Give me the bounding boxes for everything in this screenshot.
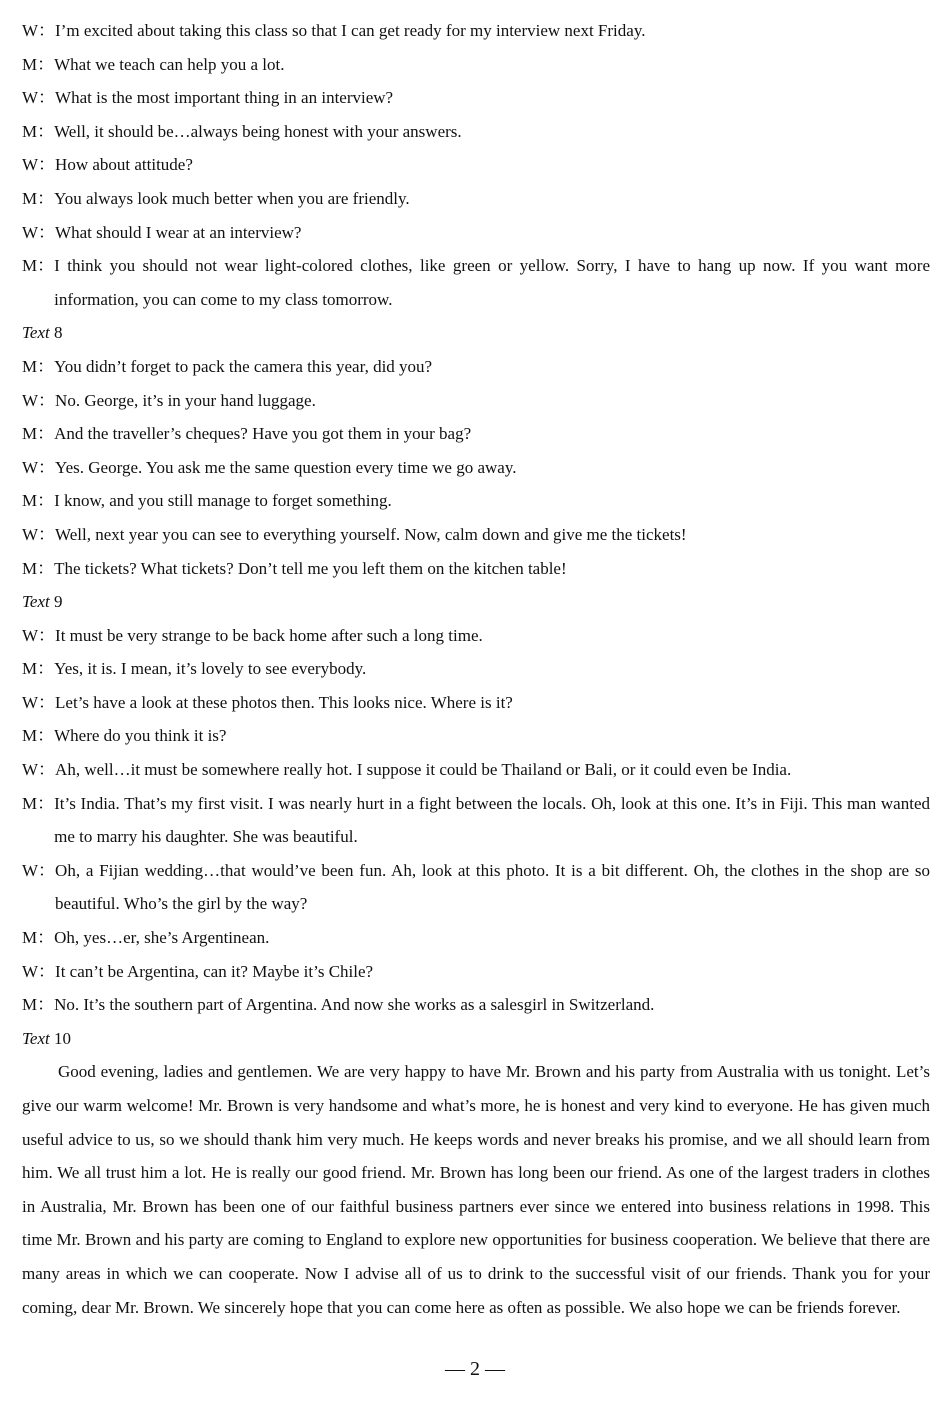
dialogue-text: I’m excited about taking this class so that I can get ready for my interview next Friday. bbox=[55, 21, 646, 40]
dialogue-text: How about attitude? bbox=[55, 155, 193, 175]
speaker-label: W： bbox=[22, 860, 56, 880]
dialogue-line bbox=[22, 619, 930, 653]
dialogue-line bbox=[22, 921, 930, 955]
speech-paragraph: Good evening, ladies and gentlemen. We are very happy to have Mr. Brown and his party from Australia with us tonight. Let’s give our warm welcome! Mr. Brown is very handsome and what’s more, he is honest and very kind to everyone. He has given much useful advice to us, so we should thank him very much. He keeps words and never breaks his promise, and we all should learn from him. We all trust him a lot. He is really our good friend. Mr. Brown has long been our friend. As one of the largest traders in clothes in Australia, Mr. Brown has been one of our faithful business partners ever since we entered into business relations in 1998. This time Mr. Brown and his party are coming to England to explore new opportunities for business cooperation. We believe that there are many areas in which we can cooperate. Now I advise all of us to drink to the successful visit of our friends. Thank you for your coming, dear Mr. Brown. We sincerely hope that you can come here as often as possible. We also hope we can be friends forever. bbox=[22, 1062, 930, 1317]
speaker-label: W： bbox=[22, 961, 56, 981]
section-number: 9 bbox=[53, 592, 63, 612]
dialogue-text: Oh, yes…er, she’s Argentinean. bbox=[54, 928, 270, 948]
speaker-label: M： bbox=[22, 121, 55, 141]
speaker-label: W： bbox=[22, 692, 56, 712]
dialogue-text: It’s India. That’s my first visit. I was nearly hurt in a fight between the locals. Oh, look at this one. It’s in Fiji. This man wanted me to marry his daughter. She was beautiful. bbox=[54, 793, 930, 847]
dialogue-line bbox=[22, 81, 930, 115]
section-heading-text-8 bbox=[22, 316, 930, 350]
dialogue-text: It must be very strange to be back home after such a long time. bbox=[55, 625, 483, 645]
dialogue-text: Let’s have a look at these photos then. This looks nice. Where is it? bbox=[55, 692, 513, 712]
section-label: Text bbox=[22, 1028, 50, 1048]
dialogue-line bbox=[22, 115, 930, 149]
speaker-label: M： bbox=[22, 356, 55, 376]
section-number: 8 bbox=[53, 323, 63, 343]
dialogue-line bbox=[22, 719, 930, 753]
dialogue-line bbox=[22, 216, 930, 250]
dialogue-line bbox=[22, 148, 930, 182]
dialogue-line bbox=[22, 518, 930, 552]
dialogue-line bbox=[22, 552, 930, 586]
dialogue-text: What should I wear at an interview? bbox=[55, 222, 302, 242]
dialogue-line bbox=[22, 686, 930, 720]
speaker-label: W： bbox=[22, 155, 56, 175]
dialogue-line bbox=[22, 182, 930, 216]
document-page bbox=[22, 14, 930, 1324]
section-heading-text-10 bbox=[22, 1022, 930, 1056]
section-label: Text bbox=[22, 323, 50, 343]
speaker-label: W： bbox=[22, 222, 56, 242]
speaker-label: W： bbox=[22, 21, 56, 40]
dialogue-text: What is the most important thing in an interview? bbox=[55, 88, 394, 108]
dialogue-line bbox=[22, 652, 930, 686]
dialogue-text: Oh, a Fijian wedding…that would’ve been fun. Ah, look at this photo. It is a bit different. Oh, the clothes in the shop are so beautiful. Who’s the girl by the way? bbox=[55, 860, 930, 914]
dialogue-line bbox=[22, 484, 930, 518]
dialogue-text: Well, next year you can see to everything yourself. Now, calm down and give me the tickets! bbox=[55, 524, 687, 544]
dialogue-text: Well, it should be…always being honest with your answers. bbox=[54, 121, 462, 141]
dialogue-line bbox=[22, 249, 930, 316]
dialogue-text: Where do you think it is? bbox=[54, 726, 227, 746]
dialogue-text: You didn’t forget to pack the camera this year, did you? bbox=[54, 356, 433, 376]
dialogue-line bbox=[22, 988, 930, 1022]
speaker-label: W： bbox=[22, 390, 56, 410]
dialogue-line bbox=[22, 854, 930, 921]
speaker-label: M： bbox=[22, 54, 55, 74]
section-number: 10 bbox=[53, 1028, 71, 1048]
dialogue-text: What we teach can help you a lot. bbox=[54, 54, 285, 74]
dialogue-line bbox=[22, 787, 930, 854]
speaker-label: W： bbox=[22, 760, 56, 780]
dialogue-line bbox=[22, 384, 930, 418]
speaker-label: M： bbox=[22, 424, 55, 444]
dialogue-text: I think you should not wear light-colored clothes, like green or yellow. Sorry, I have to hang up now. If you want more information, you can come to my class tomorrow. bbox=[54, 256, 930, 309]
speaker-label: M： bbox=[22, 793, 55, 813]
dialogue-text: You always look much better when you are friendly. bbox=[54, 188, 410, 208]
dialogue-text: Ah, well…it must be somewhere really hot. I suppose it could be Thailand or Bali, or it could even be India. bbox=[55, 760, 792, 780]
dialogue-line bbox=[22, 48, 930, 82]
section-heading-text-9 bbox=[22, 585, 930, 619]
speaker-label: W： bbox=[22, 524, 56, 544]
speaker-label: M： bbox=[22, 928, 55, 948]
page-number: — 2 — bbox=[445, 1358, 505, 1380]
dialogue-line bbox=[22, 350, 930, 384]
dialogue-text: It can’t be Argentina, can it? Maybe it’s Chile? bbox=[55, 961, 374, 981]
speaker-label: M： bbox=[22, 256, 55, 276]
dialogue-text: Yes. George. You ask me the same question every time we go away. bbox=[55, 457, 517, 477]
dialogue-text: No. George, it’s in your hand luggage. bbox=[55, 390, 316, 410]
speaker-label: W： bbox=[22, 457, 56, 477]
dialogue-line bbox=[22, 451, 930, 485]
speaker-label: W： bbox=[22, 625, 56, 645]
dialogue-line bbox=[22, 955, 930, 989]
dialogue-text: And the traveller’s cheques? Have you got them in your bag? bbox=[54, 424, 472, 444]
speaker-label: W： bbox=[22, 88, 56, 108]
dialogue-line bbox=[22, 753, 930, 787]
speaker-label: M： bbox=[22, 188, 55, 208]
dialogue-text: No. It’s the southern part of Argentina. And now she works as a salesgirl in Switzerland. bbox=[54, 995, 655, 1015]
dialogue-text: The tickets? What tickets? Don’t tell me you left them on the kitchen table! bbox=[54, 558, 567, 578]
section-label: Text bbox=[22, 592, 50, 612]
speaker-label: M： bbox=[22, 491, 55, 511]
speaker-label: M： bbox=[22, 659, 55, 679]
dialogue-text: I know, and you still manage to forget something. bbox=[54, 491, 392, 511]
speaker-label: M： bbox=[22, 995, 55, 1015]
speaker-label: M： bbox=[22, 558, 55, 578]
speaker-label: M： bbox=[22, 726, 55, 746]
dialogue-text: Yes, it is. I mean, it’s lovely to see everybody. bbox=[54, 659, 367, 679]
dialogue-line bbox=[22, 417, 930, 451]
dialogue-line bbox=[22, 14, 930, 48]
